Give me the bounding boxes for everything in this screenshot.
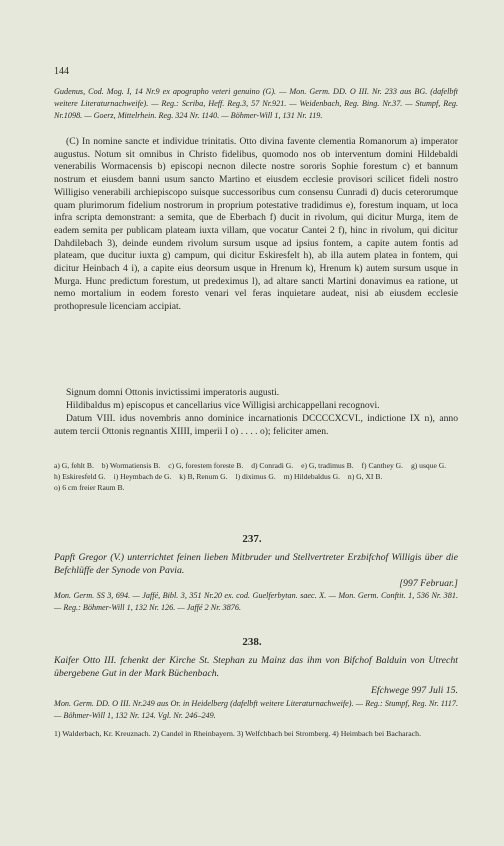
footnote: k) B, Renum G. (179, 472, 228, 481)
footnote: m) Hildebaldus G. (283, 472, 340, 481)
footnote: e) G, tradimus B. (301, 461, 354, 470)
charter-237-sources: Mon. Germ. SS 3, 694. — Jaffé, Bibl. 3, 351 Nr.20 ex. cod. Guelferbytan. saec. X. — Mon. Germ. Conftit. 1, 536 Nr. 381. — Reg.: Böhmer-Will 1, 132 Nr. 126. — Jaffé 2 Nr. 3876. (54, 591, 458, 613)
footnote: b) Wormatiensis B. (101, 461, 161, 470)
footnote: g) usque G. (410, 461, 447, 470)
place-footnotes: 1) Walderbach, Kr. Kreuznach. 2) Candel in Rheinbayern. 3) Welfchbach bei Stromberg. 4) Heimbach bei Bacharach. (54, 729, 422, 738)
footnote: f) Canthey G. (361, 461, 404, 470)
charter-237-dateline: [997 Februar.] (399, 578, 458, 589)
charter-238-dateline: Efchwege 997 Juli 15. (370, 685, 458, 696)
page-number: 144 (54, 66, 69, 77)
footnote: o) 6 cm freier Raum B. (54, 483, 125, 492)
charter-238-sources: Mon. Germ. DD. O III. Nr.249 aus Or. in Heidelberg (dafelbft weitere Literaturnachweife). — Reg.: Stumpf, Reg. Nr. 1117. — Böhmer-Will 1, 132 Nr. 124. Vgl. Nr. 246–249. (54, 699, 458, 721)
footnote: d) Conradi G. (251, 461, 294, 470)
datum-line: Datum VIII. idus novembris anno dominice incarnationis DCCCCXCVI., indictione IX n), anno autem tercii Ottonis regnantis XIIII, imperii I o) . . . . o); feliciter amen. (54, 413, 458, 437)
footnote: l) diximus G. (235, 472, 276, 481)
charter-number-237: 237. (242, 533, 262, 545)
footnote: a) G, fehlt B. (54, 461, 94, 470)
footnote: c) G, forestem foreste B. (168, 461, 244, 470)
footnote: n) G, XI B. (347, 472, 383, 481)
recognition-line: Hildibaldus m) episcopus et cancellarius vice Willigisi archicappellani recognovi. (66, 400, 380, 411)
charter-238-headline: Kaifer Otto III. fchenkt der Kirche St. Stephan zu Mainz das ihm von Bifchof Balduin von Utrecht übergebene Gut in der Mark Büchenbach. (54, 655, 458, 679)
footnote: i) Heymbach de G. (113, 472, 172, 481)
footnote: h) Eskiresfeld G. (54, 472, 106, 481)
source-references: Gudenus, Cod. Mog. I, 14 Nr.9 ex apographo veteri genuino (G). — Mon. Germ. DD. O III. Nr. 233 aus BG. (dafelbft weitere Literaturnachweife). — Reg.: Scriba, Heff. Reg.3, 57 Nr.921. — Weidenbach, Reg. Bing. Nr.37. — Stumpf, Reg. Nr.1098. — Goerz, Mittelrhein. Reg. 324 Nr. 1140. — Böhmer-Will 1, 131 Nr. 119. (54, 87, 458, 121)
charter-number-238: 238. (242, 636, 262, 648)
signum-line: Signum domni Ottonis invictissimi imperatoris augusti. (66, 387, 280, 398)
charter-237-headline: Papft Gregor (V.) unterrichtet feinen lieben Mitbruder und Stellvertreter Erzbifchof Willigis über die Befchlüffe der Synode von Pavia. (54, 552, 458, 576)
footnotes (54, 460, 458, 493)
charter-text: (C) In nomine sancte et individue trinitatis. Otto divina favente clementia Romanorum a) imperator augustus. Notum sit omnibus in Christo fidelibus, quomodo nos ob interventum domini Hildebaldi venerabilis Wormacensis b) episcopi necnon dilecte nostre sororis Sophie forestum c) et bannum nostrum et eiusdem banni usum sancto Martino et eiusdem ecclesie provisori scilicet fideli nostro Willigiso venerabili archiepiscopo suisque successoribus cum consensu Cunradi d) ducis ceterorumque quam plurimorum fidelium nostrorum in proprium potestative tradidimus e), forestum inquam, ut loca infra scripta demonstrant: a semita, que de Eberbach f) ducit in rivolum, qui dicitur Murga, item de eadem semita per publicam plateam iuxta villam, que vocatur Cantei 2 f), hinc in rivolum, qui dicitur Dahdilebach 3), deinde eundem rivolum sursum usque ad ipsius fontem, a capite autem fontis ad plateam, que ducitur iuxta g) campum, qui dicitur Eskiresfelt h), ab illa autem platea in fontem, qui dicitur Heinbach 4 i), a capite eius deorsum usque in Hrenum k), Hrenum k) autem sursum usque in Murga. Hunc predictum forestum, ut predeximus l), ad altare sancti Martini donavimus ea ratione, ut nemo mortalium in eodem foresto venari vel feras inquietare audeat, nisi ab eiusdem ecclesie prothopresule licenciam accipiat. (54, 136, 458, 313)
